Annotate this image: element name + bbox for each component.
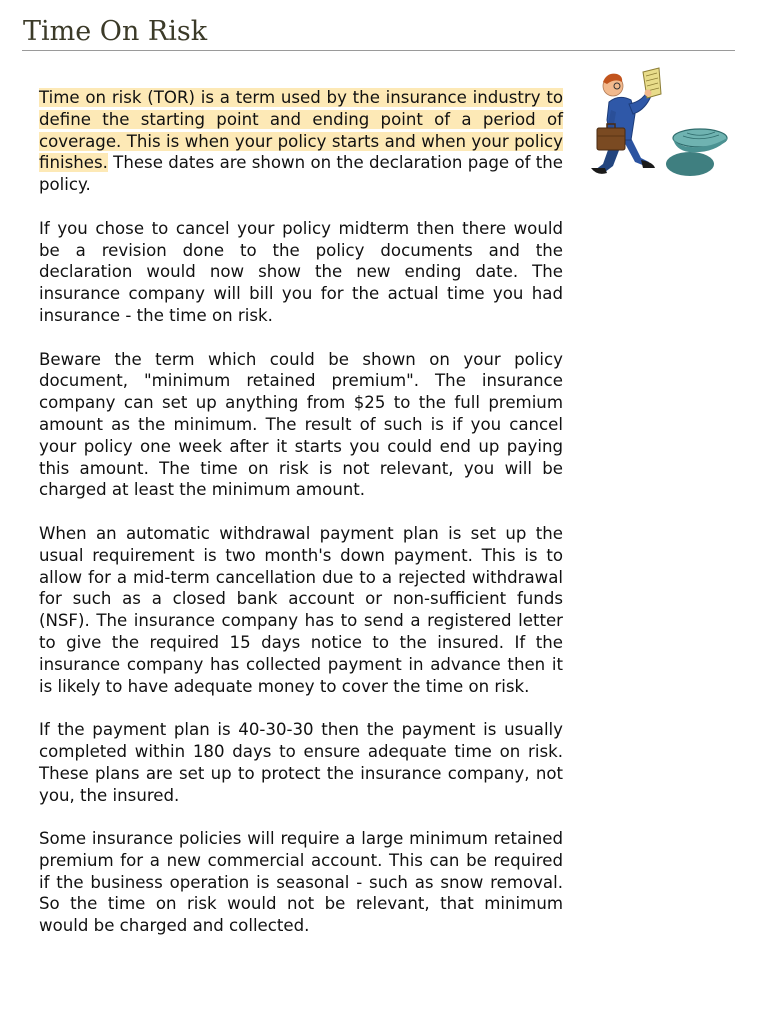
paragraph-minimum-retained-premium: Beware the term which could be shown on your policy document, "minimum retained premium". The insurance company can set up anything from $25 to the full premium amount as the minimum. The result of such is if you cancel your policy one week after it starts you could end up paying this amount. The time on risk is not relevant, you will be charged at least the minimum amount. [39, 349, 563, 500]
man-briefcase [597, 128, 625, 150]
page-title: Time On Risk [23, 16, 208, 47]
paragraph-definition [39, 87, 563, 196]
title-divider [22, 50, 735, 51]
paragraph-payment-plan: If the payment plan is 40-30-30 then the payment is usually completed within 180 days to ensure adequate time on risk. These plans are set up to protect the insurance company, not you, the insured. [39, 720, 563, 805]
paragraph-commercial-account: Some insurance policies will require a large minimum retained premium for a new commercial account. This can be required if the business operation is seasonal - such as snow removal. So the time on risk would not be relevant, that minimum would be charged and collected. [39, 829, 563, 936]
paragraph-automatic-withdrawal: When an automatic withdrawal payment plan is set up the usual requirement is two month's down payment. This is to allow for a mid-term cancellation due to a rejected withdrawal for such as a closed bank account or non-sufficient funds (NSF). The insurance company has to send a registered letter to give the required 15 days notice to the insured. If the insurance company has collected payment in advance then it is likely to have adequate money to cover the time on risk. [39, 523, 563, 696]
article-body [39, 87, 563, 959]
man-shoe-back [591, 168, 607, 174]
stone-base [666, 152, 714, 176]
man-hand [645, 90, 652, 97]
highlighted-definition: Time on risk (TOR) is a term used by the insurance industry to define the starting point and ending point of a period of coverage. This is when your policy starts and when your policy finishes. [39, 88, 563, 173]
man-shoe-front [641, 160, 655, 168]
definition-continuation: These dates are shown on the declaration page of the policy. [39, 153, 563, 195]
paragraph-cancellation: If you chose to cancel your policy midterm then there would be a revision done to the policy documents and the declaration would now show the new ending date. The insurance company will bill you for the actual time you had insurance - the time on risk. [39, 218, 563, 325]
businessman-with-briefcase-icon [583, 66, 733, 182]
